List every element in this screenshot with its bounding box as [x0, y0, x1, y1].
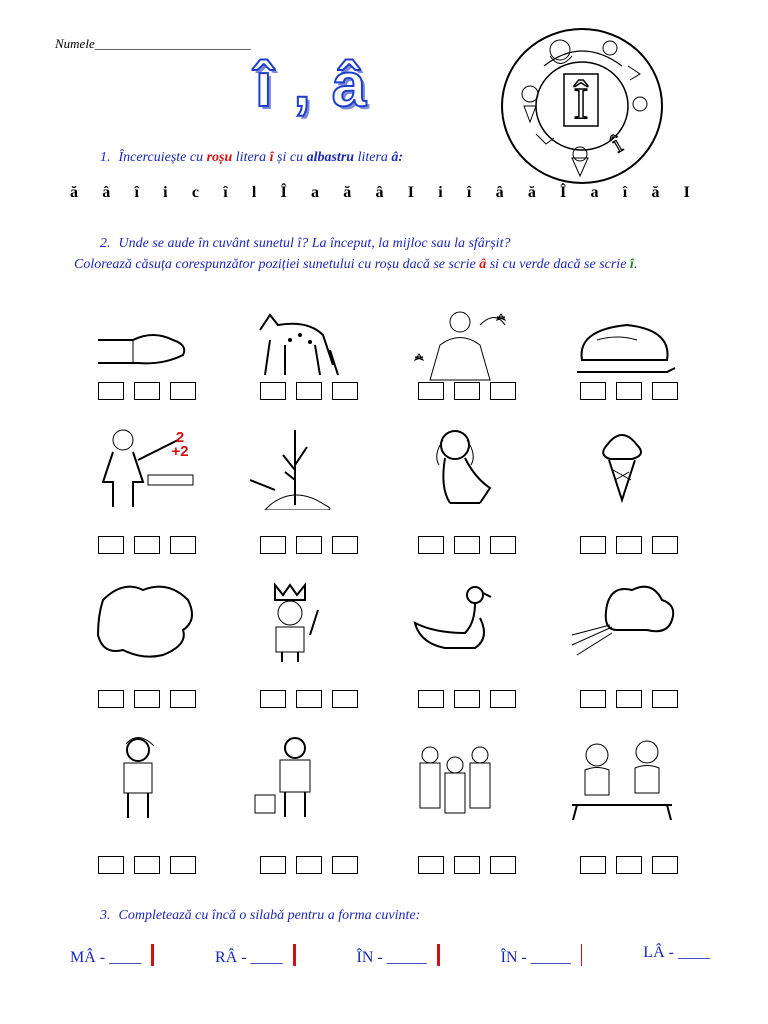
task-1-instruction: 1. Încercuiește cu roșu litera î și cu albastru litera â:: [100, 150, 404, 165]
position-box[interactable]: [418, 856, 444, 874]
syllable-item[interactable]: ÎN - _____: [357, 944, 440, 967]
letter-item[interactable]: î: [223, 184, 228, 201]
position-box[interactable]: [332, 856, 358, 874]
syllable-item[interactable]: RÂ - ____: [215, 944, 296, 967]
position-boxes: [418, 856, 516, 874]
boy-picture: [88, 730, 198, 820]
position-box[interactable]: [134, 856, 160, 874]
position-boxes: [418, 536, 516, 554]
letter-row: [70, 184, 690, 202]
position-box[interactable]: [332, 690, 358, 708]
position-box[interactable]: [296, 536, 322, 554]
position-box[interactable]: [98, 382, 124, 400]
syllable-item[interactable]: ÎN - _____: [501, 944, 583, 967]
letter-item[interactable]: î: [466, 184, 472, 201]
position-boxes: [260, 382, 358, 400]
position-boxes: [580, 536, 678, 554]
crying-man-picture: [240, 730, 350, 820]
letter-item[interactable]: c: [191, 184, 199, 201]
position-box[interactable]: [418, 690, 444, 708]
position-box[interactable]: [454, 690, 480, 708]
position-box[interactable]: [490, 382, 516, 400]
letter-item[interactable]: i: [163, 184, 168, 201]
position-box[interactable]: [134, 536, 160, 554]
letter-item[interactable]: ă: [70, 184, 78, 201]
wind-cloud-picture: [567, 575, 677, 665]
math-digits: +2: [171, 443, 189, 460]
position-box[interactable]: [260, 382, 286, 400]
position-box[interactable]: [170, 690, 196, 708]
position-boxes: [260, 856, 358, 874]
position-boxes: [260, 690, 358, 708]
letter-item[interactable]: I: [407, 184, 414, 201]
position-boxes: [418, 690, 516, 708]
position-box[interactable]: [652, 690, 678, 708]
position-boxes: [98, 690, 196, 708]
letter-item[interactable]: ă: [651, 184, 660, 201]
angel-picture: [405, 300, 515, 390]
map-romania-picture: [88, 575, 198, 665]
name-field-label: Numele________________________: [55, 36, 251, 51]
position-box[interactable]: [652, 382, 678, 400]
letter-item[interactable]: â: [102, 184, 111, 201]
task-3-instruction: 3. Completează cu încă o silabă pentru a forma cuvinte:: [100, 908, 421, 923]
position-box[interactable]: [418, 536, 444, 554]
syllable-item[interactable]: MÂ - ____: [70, 944, 154, 967]
position-box[interactable]: [170, 382, 196, 400]
position-box[interactable]: [98, 856, 124, 874]
letter-item[interactable]: a: [311, 184, 320, 201]
letter-item[interactable]: I: [683, 184, 690, 201]
position-box[interactable]: [98, 690, 124, 708]
position-box[interactable]: [454, 382, 480, 400]
position-box[interactable]: [260, 856, 286, 874]
position-box[interactable]: [296, 856, 322, 874]
position-boxes: [98, 536, 196, 554]
teacher-picture: [88, 420, 198, 510]
page-title: î , â: [255, 51, 369, 120]
position-box[interactable]: [580, 856, 606, 874]
goose-picture: [405, 575, 515, 665]
position-box[interactable]: [296, 690, 322, 708]
position-box[interactable]: [616, 382, 642, 400]
position-box[interactable]: [418, 382, 444, 400]
position-box[interactable]: [490, 536, 516, 554]
ice-cream-picture: [567, 420, 677, 510]
position-box[interactable]: [454, 856, 480, 874]
letter-item[interactable]: a: [590, 184, 599, 201]
position-box[interactable]: [580, 382, 606, 400]
position-boxes: [98, 382, 196, 400]
position-box[interactable]: [580, 690, 606, 708]
position-box[interactable]: [490, 690, 516, 708]
letter-item[interactable]: î: [622, 184, 628, 201]
lynx-picture: [240, 300, 350, 390]
planting-tree-picture: [240, 420, 350, 510]
task-2-question: 2. Unde se aude în cuvânt sunetul î? La început, la mijloc sau la sfârșit?: [100, 236, 511, 251]
girls-eating-picture: [567, 730, 677, 820]
position-box[interactable]: [454, 536, 480, 554]
position-box[interactable]: [296, 382, 322, 400]
position-box[interactable]: [260, 690, 286, 708]
dog-picture: [405, 420, 515, 510]
position-box[interactable]: [134, 690, 160, 708]
position-box[interactable]: [332, 536, 358, 554]
syllable-row: [70, 944, 710, 967]
letter-item[interactable]: Î: [560, 184, 567, 201]
position-box[interactable]: [652, 536, 678, 554]
position-boxes: [580, 856, 678, 874]
position-box[interactable]: [580, 536, 606, 554]
position-box[interactable]: [332, 382, 358, 400]
position-box[interactable]: [98, 536, 124, 554]
position-box[interactable]: [170, 536, 196, 554]
syllable-item[interactable]: LÂ - ____: [643, 944, 710, 961]
hand-picture: [88, 300, 198, 390]
position-boxes: [580, 382, 678, 400]
letter-item[interactable]: â: [495, 184, 504, 201]
carolers-picture: [405, 730, 515, 820]
wheel-center-letter: Î: [573, 79, 589, 128]
king-picture: [240, 575, 350, 665]
position-boxes: [580, 690, 678, 708]
position-box[interactable]: [490, 856, 516, 874]
letter-item[interactable]: ă: [527, 184, 536, 201]
position-box[interactable]: [260, 536, 286, 554]
position-box[interactable]: [616, 856, 642, 874]
position-box[interactable]: [616, 536, 642, 554]
letter-item[interactable]: i: [438, 184, 443, 201]
position-boxes: [418, 382, 516, 400]
position-box[interactable]: [134, 382, 160, 400]
letter-item[interactable]: Î: [280, 184, 287, 201]
math-digits: 2: [175, 429, 185, 446]
letter-item[interactable]: â: [375, 184, 384, 201]
letter-item[interactable]: ă: [343, 184, 352, 201]
task-2-instruction: Colorează căsuța corespunzător poziției sunetului cu roșu dacă se scrie â si cu verde dacă se scrie î.: [74, 257, 638, 272]
letter-item[interactable]: î: [134, 184, 139, 201]
wheel-side-letter: î: [606, 129, 628, 159]
position-box[interactable]: [652, 856, 678, 874]
position-box[interactable]: [170, 856, 196, 874]
letter-item[interactable]: l: [251, 184, 257, 201]
bread-picture: [567, 300, 677, 390]
position-boxes: [260, 536, 358, 554]
position-boxes: [98, 856, 196, 874]
letter-wheel-picture: [500, 26, 665, 186]
position-box[interactable]: [616, 690, 642, 708]
